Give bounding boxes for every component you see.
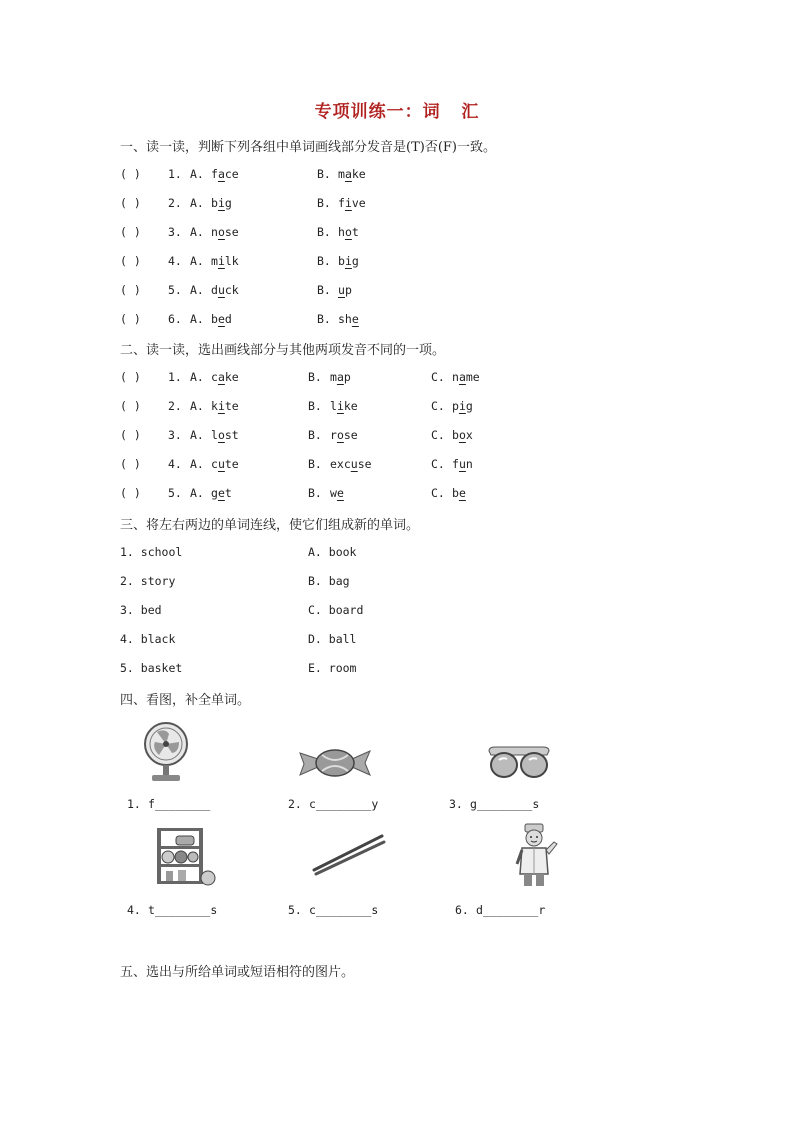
word-end: s: [210, 903, 218, 917]
option-b-label: B.: [308, 370, 322, 384]
answer-bracket: ( ): [120, 312, 141, 326]
option-a-label: A.: [190, 486, 204, 500]
right-word: A. book: [308, 545, 357, 559]
option-c-label: C.: [431, 399, 445, 413]
left-word: 5. basket: [120, 661, 183, 675]
option-a-label: A.: [190, 167, 204, 181]
underlined-letter: o: [217, 225, 225, 239]
option-a-label: A.: [190, 254, 204, 268]
item-number: 3.: [449, 797, 463, 811]
section-4-heading: 四、看图，补全单词。: [120, 693, 251, 708]
page-title: [0, 97, 794, 122]
word-post: x: [465, 428, 473, 442]
word-pre: f: [452, 457, 459, 471]
word-post: p: [343, 370, 351, 384]
fill-in-word: [476, 903, 545, 917]
question-number: 4.: [168, 254, 182, 268]
doctor-icon: [511, 822, 561, 888]
underlined-letter: u: [217, 457, 225, 471]
option-b-label: B.: [308, 457, 322, 471]
word: [211, 167, 239, 181]
underlined-letter: u: [350, 457, 358, 471]
answer-bracket: ( ): [120, 399, 141, 413]
underlined-letter: o: [344, 225, 352, 239]
underlined-letter: u: [458, 457, 466, 471]
word-pre: c: [211, 457, 218, 471]
word-post: se: [224, 225, 239, 239]
word-post: ke: [343, 399, 358, 413]
word: [211, 486, 232, 500]
question-number: 3.: [168, 428, 182, 442]
underlined-letter: o: [458, 428, 466, 442]
word-start: f: [148, 797, 155, 811]
word-pre: b: [338, 254, 345, 268]
fill-in-item: [127, 797, 267, 815]
word-pre: f: [211, 167, 218, 181]
word: [211, 312, 232, 326]
word-pre: m: [330, 370, 337, 384]
fill-in-item: [455, 903, 595, 921]
word-post: te: [224, 399, 239, 413]
right-word: B. bag: [308, 574, 350, 588]
answer-bracket: ( ): [120, 167, 141, 181]
word-post: se: [357, 457, 372, 471]
option-c-label: C.: [431, 370, 445, 384]
underlined-letter: o: [217, 428, 225, 442]
answer-bracket: ( ): [120, 283, 141, 297]
word: [330, 428, 358, 442]
word-post: g: [465, 399, 473, 413]
word-post: te: [224, 457, 239, 471]
word: [338, 225, 359, 239]
word-pre: f: [338, 196, 345, 210]
underlined-letter: a: [217, 167, 225, 181]
option-c-label: C.: [431, 486, 445, 500]
word: [330, 457, 372, 471]
word-pre: b: [452, 428, 459, 442]
chopsticks-icon: [310, 830, 386, 876]
underlined-letter: e: [217, 486, 225, 500]
answer-bracket: ( ): [120, 457, 141, 471]
word: [452, 370, 480, 384]
word-post: ck: [224, 283, 239, 297]
word-start: d: [476, 903, 483, 917]
word-post: t: [224, 486, 232, 500]
option-b-label: B.: [317, 225, 331, 239]
word-start: c: [309, 903, 316, 917]
word-pre: k: [211, 399, 218, 413]
question-number: 2.: [168, 399, 182, 413]
option-a-label: A.: [190, 196, 204, 210]
word: [211, 196, 232, 210]
answer-bracket: ( ): [120, 254, 141, 268]
option-b-label: B.: [317, 196, 331, 210]
blank-input[interactable]: ________: [154, 903, 211, 917]
word: [338, 312, 359, 326]
word: [338, 254, 359, 268]
question-number: 3.: [168, 225, 182, 239]
question-number: 1.: [168, 370, 182, 384]
word: [211, 254, 239, 268]
underlined-letter: u: [217, 283, 225, 297]
title-part-2: 汇: [461, 102, 480, 122]
question-number: 6.: [168, 312, 182, 326]
word-post: ce: [224, 167, 239, 181]
word: [330, 370, 351, 384]
word-pre: b: [452, 486, 459, 500]
option-b-label: B.: [317, 312, 331, 326]
word: [338, 283, 352, 297]
underlined-letter: i: [336, 399, 344, 413]
item-number: 6.: [455, 903, 469, 917]
word-end: r: [538, 903, 546, 917]
underlined-letter: o: [336, 428, 344, 442]
word-pre: n: [211, 225, 218, 239]
word-post: p: [344, 283, 352, 297]
word: [452, 428, 473, 442]
option-c-label: C.: [431, 457, 445, 471]
word-pre: w: [330, 486, 337, 500]
option-a-label: A.: [190, 428, 204, 442]
word-pre: l: [330, 399, 337, 413]
word-post: ke: [224, 370, 239, 384]
word-pre: l: [211, 428, 218, 442]
fill-in-word: [148, 797, 210, 811]
word-pre: sh: [338, 312, 352, 326]
underlined-letter: i: [344, 254, 352, 268]
underlined-letter: e: [217, 312, 225, 326]
blank-input[interactable]: ________: [482, 903, 539, 917]
word-pre: b: [211, 196, 218, 210]
item-number: 2.: [288, 797, 302, 811]
underlined-letter: i: [458, 399, 466, 413]
word-end: s: [371, 903, 379, 917]
underlined-letter: a: [458, 370, 466, 384]
word: [330, 399, 358, 413]
right-word: C. board: [308, 603, 364, 617]
word-post: t: [351, 225, 359, 239]
word-pre: exc: [330, 457, 351, 471]
blank-input[interactable]: ________: [476, 797, 533, 811]
question-number: 1.: [168, 167, 182, 181]
left-word: 2. story: [120, 574, 176, 588]
word-pre: c: [211, 370, 218, 384]
answer-bracket: ( ): [120, 225, 141, 239]
word: [338, 167, 366, 181]
word-post: se: [343, 428, 358, 442]
option-b-label: B.: [308, 486, 322, 500]
candy-icon: [298, 745, 372, 781]
underlined-letter: i: [217, 399, 225, 413]
option-b-label: B.: [317, 167, 331, 181]
left-word: 3. bed: [120, 603, 162, 617]
option-b-label: B.: [317, 283, 331, 297]
word: [211, 428, 239, 442]
section-5-heading: 五、选出与所给单词或短语相符的图片。: [120, 965, 355, 980]
item-number: 4.: [127, 903, 141, 917]
word-pre: r: [330, 428, 337, 442]
word-pre: m: [338, 167, 345, 181]
word: [330, 486, 344, 500]
word-post: ve: [351, 196, 366, 210]
blank-input[interactable]: ________: [154, 797, 211, 811]
word-pre: b: [211, 312, 218, 326]
word-post: ke: [351, 167, 366, 181]
option-a-label: A.: [190, 312, 204, 326]
word-start: c: [309, 797, 316, 811]
option-a-label: A.: [190, 399, 204, 413]
word-post: g: [351, 254, 359, 268]
word-pre: n: [452, 370, 459, 384]
word-post: g: [224, 196, 232, 210]
glasses-icon: [487, 745, 551, 781]
word-post: d: [224, 312, 232, 326]
blank-input[interactable]: ________: [315, 903, 372, 917]
option-a-label: A.: [190, 457, 204, 471]
fill-in-word: [309, 797, 378, 811]
section-3-heading: 三、将左右两边的单词连线，使它们组成新的单词。: [120, 518, 420, 533]
word: [452, 486, 466, 500]
blank-input[interactable]: ________: [315, 797, 372, 811]
option-b-label: B.: [308, 428, 322, 442]
word-post: lk: [224, 254, 239, 268]
word: [338, 196, 366, 210]
fill-in-item: [449, 797, 589, 815]
option-b-label: B.: [317, 254, 331, 268]
question-number: 5.: [168, 486, 182, 500]
underlined-letter: i: [344, 196, 352, 210]
item-number: 1.: [127, 797, 141, 811]
section-1-heading: 一、读一读，判断下列各组中单词画线部分发音是(T)否(F)一致。: [120, 140, 496, 155]
left-word: 4. black: [120, 632, 176, 646]
word-start: t: [148, 903, 155, 917]
word-start: g: [470, 797, 477, 811]
word-pre: p: [452, 399, 459, 413]
fill-in-word: [470, 797, 539, 811]
word-post: n: [465, 457, 473, 471]
question-number: 4.: [168, 457, 182, 471]
word: [452, 457, 473, 471]
option-a-label: A.: [190, 283, 204, 297]
question-number: 5.: [168, 283, 182, 297]
option-a-label: A.: [190, 370, 204, 384]
answer-bracket: ( ): [120, 370, 141, 384]
right-word: E. room: [308, 661, 357, 675]
fill-in-item: [127, 903, 267, 921]
underlined-letter: a: [336, 370, 344, 384]
word-pre: d: [211, 283, 218, 297]
option-b-label: B.: [308, 399, 322, 413]
option-c-label: C.: [431, 428, 445, 442]
underlined-letter: a: [217, 370, 225, 384]
underlined-letter: a: [344, 167, 352, 181]
left-word: 1. school: [120, 545, 183, 559]
word: [211, 225, 239, 239]
underlined-letter: e: [351, 312, 359, 326]
word-end: s: [532, 797, 540, 811]
word-pre: m: [211, 254, 218, 268]
underlined-letter: u: [338, 283, 345, 297]
fan-icon: [143, 720, 189, 782]
fill-in-item: [288, 797, 428, 815]
word-end: y: [371, 797, 379, 811]
word: [452, 399, 473, 413]
item-number: 5.: [288, 903, 302, 917]
question-number: 2.: [168, 196, 182, 210]
word-post: me: [465, 370, 480, 384]
toys-shelf-icon: [154, 826, 216, 886]
answer-bracket: ( ): [120, 196, 141, 210]
section-2-heading: 二、读一读，选出画线部分与其他两项发音不同的一项。: [120, 343, 446, 358]
option-a-label: A.: [190, 225, 204, 239]
right-word: D. ball: [308, 632, 357, 646]
word: [211, 283, 239, 297]
underlined-letter: e: [336, 486, 344, 500]
underlined-letter: e: [458, 486, 466, 500]
fill-in-item: [288, 903, 428, 921]
title-part-1: 专项训练一：词: [314, 102, 441, 122]
fill-in-word: [309, 903, 378, 917]
word: [211, 399, 239, 413]
word: [211, 457, 239, 471]
underlined-letter: i: [217, 254, 225, 268]
fill-in-word: [148, 903, 217, 917]
word-pre: h: [338, 225, 345, 239]
answer-bracket: ( ): [120, 428, 141, 442]
word: [211, 370, 239, 384]
answer-bracket: ( ): [120, 486, 141, 500]
word-pre: g: [211, 486, 218, 500]
word-post: st: [224, 428, 239, 442]
underlined-letter: i: [217, 196, 225, 210]
